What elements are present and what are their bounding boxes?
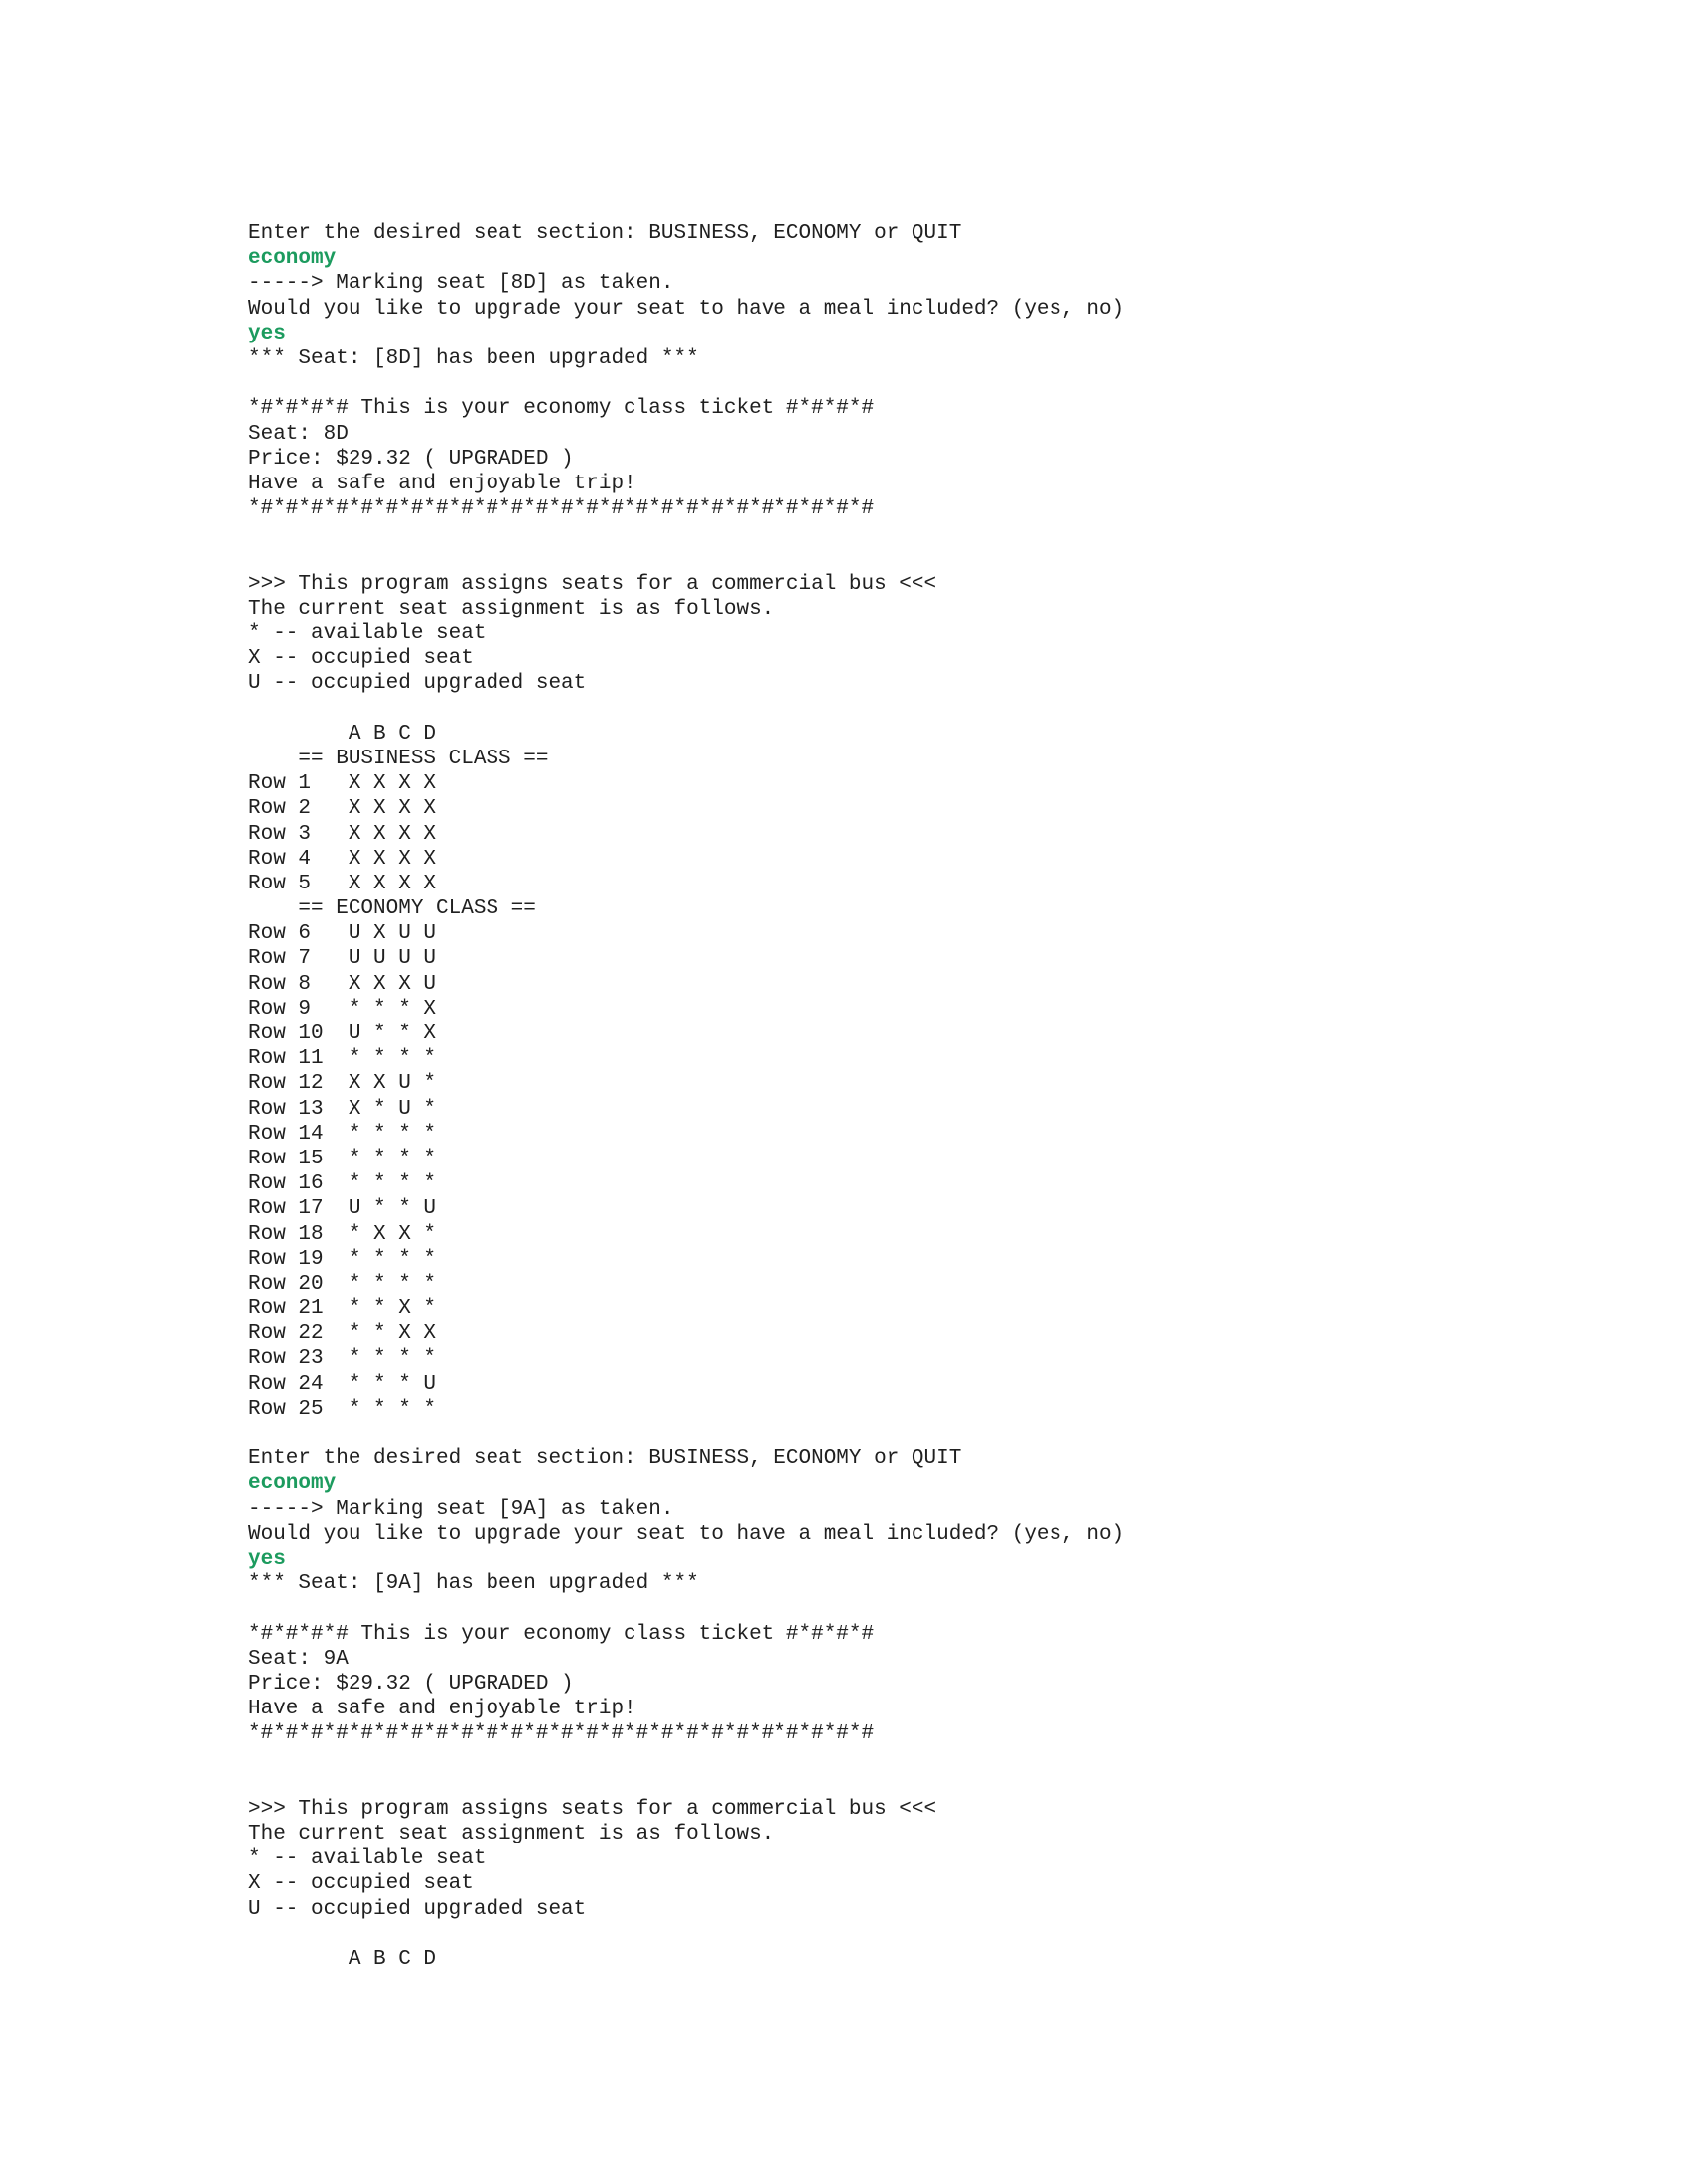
console-output-line: *#*#*#*#*#*#*#*#*#*#*#*#*#*#*#*#*#*#*#*#*#*#*#*#*# bbox=[248, 1722, 875, 1746]
console-output-line: Row 17 U * * U bbox=[248, 1197, 437, 1221]
blank-line bbox=[248, 1922, 1539, 1947]
console-output-line: Row 20 * * * * bbox=[248, 1272, 437, 1296]
blank-line bbox=[248, 1746, 1539, 1771]
console-output-line: Row 1 X X X X bbox=[248, 772, 437, 796]
console-output-line: Row 15 * * * * bbox=[248, 1147, 437, 1170]
console-output-line: Row 3 X X X X bbox=[248, 822, 437, 846]
console-output-line: == BUSINESS CLASS == bbox=[248, 747, 549, 770]
blank-line bbox=[248, 546, 1539, 571]
console-output-line: Row 19 * * * * bbox=[248, 1247, 437, 1271]
console-output-line: X -- occupied seat bbox=[248, 647, 474, 671]
console-output-line: Seat: 9A bbox=[248, 1647, 349, 1671]
console-output-line: Would you like to upgrade your seat to have a meal included? (yes, no) bbox=[248, 297, 1125, 321]
console-output-line: Row 25 * * * * bbox=[248, 1397, 437, 1421]
console-output-line: U -- occupied upgraded seat bbox=[248, 1897, 587, 1921]
console-output-line: Row 23 * * * * bbox=[248, 1347, 437, 1371]
console-output-line: Row 12 X X U * bbox=[248, 1072, 437, 1096]
user-input-line: yes bbox=[248, 1547, 286, 1570]
console-output-line: Row 13 X * U * bbox=[248, 1097, 437, 1121]
blank-line bbox=[248, 371, 1539, 396]
blank-line bbox=[248, 697, 1539, 722]
user-input-line: yes bbox=[248, 322, 286, 345]
console-output-line: Row 24 * * * U bbox=[248, 1372, 437, 1396]
blank-line bbox=[248, 1422, 1539, 1446]
console-output-line: Seat: 8D bbox=[248, 422, 349, 446]
console-output-line: Would you like to upgrade your seat to have a meal included? (yes, no) bbox=[248, 1522, 1125, 1546]
console-output-line: >>> This program assigns seats for a commercial bus <<< bbox=[248, 1797, 937, 1821]
console-output-line: Have a safe and enjoyable trip! bbox=[248, 472, 636, 495]
console-output-line: Row 21 * * X * bbox=[248, 1297, 437, 1321]
console-output-line: Row 18 * X X * bbox=[248, 1222, 437, 1246]
console-output-line: -----> Marking seat [8D] as taken. bbox=[248, 272, 674, 296]
console-output-line: Row 2 X X X X bbox=[248, 797, 437, 821]
console-output-line: Enter the desired seat section: BUSINESS, ECONOMY or QUIT bbox=[248, 222, 962, 245]
console-output-line: *** Seat: [8D] has been upgraded *** bbox=[248, 346, 699, 370]
console-output-line: *#*#*#*# This is your economy class ticket #*#*#*# bbox=[248, 1622, 875, 1646]
console-output-line: X -- occupied seat bbox=[248, 1872, 474, 1896]
console-output-line: *#*#*#*# This is your economy class ticket #*#*#*# bbox=[248, 397, 875, 421]
console-output-line: Row 4 X X X X bbox=[248, 847, 437, 871]
blank-line bbox=[248, 1772, 1539, 1797]
console-output-line: Enter the desired seat section: BUSINESS, ECONOMY or QUIT bbox=[248, 1447, 962, 1471]
console-output-line: Row 16 * * * * bbox=[248, 1172, 437, 1196]
console-output-line: * -- available seat bbox=[248, 1847, 487, 1871]
console-output-line: == ECONOMY CLASS == bbox=[248, 897, 536, 921]
console-output-line: U -- occupied upgraded seat bbox=[248, 672, 587, 696]
console-output-line: *** Seat: [9A] has been upgraded *** bbox=[248, 1572, 699, 1596]
console-output-line: A B C D bbox=[248, 1947, 437, 1971]
blank-line bbox=[248, 521, 1539, 546]
console-output-line: Row 10 U * * X bbox=[248, 1023, 437, 1045]
console-output-line: Row 7 U U U U bbox=[248, 947, 437, 971]
blank-line bbox=[248, 1596, 1539, 1621]
console-output-line: Row 11 * * * * bbox=[248, 1047, 437, 1071]
console-output-line: Row 22 * * X X bbox=[248, 1322, 437, 1346]
console-output-line: * -- available seat bbox=[248, 622, 487, 645]
console-output-line: >>> This program assigns seats for a commercial bus <<< bbox=[248, 572, 937, 596]
console-output-line: *#*#*#*#*#*#*#*#*#*#*#*#*#*#*#*#*#*#*#*#*#*#*#*#*# bbox=[248, 497, 875, 521]
user-input-line: economy bbox=[248, 1472, 337, 1496]
console-output-line: Row 6 U X U U bbox=[248, 922, 437, 946]
console-output-line: Row 14 * * * * bbox=[248, 1122, 437, 1146]
console-output-line: Row 5 X X X X bbox=[248, 872, 437, 895]
console-output-line: Row 8 X X X U bbox=[248, 972, 437, 996]
console-output-line: A B C D bbox=[248, 722, 437, 746]
console-output-line: Have a safe and enjoyable trip! bbox=[248, 1698, 636, 1721]
console-output-line: -----> Marking seat [9A] as taken. bbox=[248, 1497, 674, 1521]
console-output-line: The current seat assignment is as follows. bbox=[248, 597, 774, 620]
user-input-line: economy bbox=[248, 247, 337, 271]
console-output-line: Price: $29.32 ( UPGRADED ) bbox=[248, 1672, 574, 1696]
console-output-line: The current seat assignment is as follows. bbox=[248, 1823, 774, 1845]
console-output-line: Price: $29.32 ( UPGRADED ) bbox=[248, 447, 574, 471]
console-transcript bbox=[248, 221, 1539, 1972]
console-output-line: Row 9 * * * X bbox=[248, 997, 437, 1021]
